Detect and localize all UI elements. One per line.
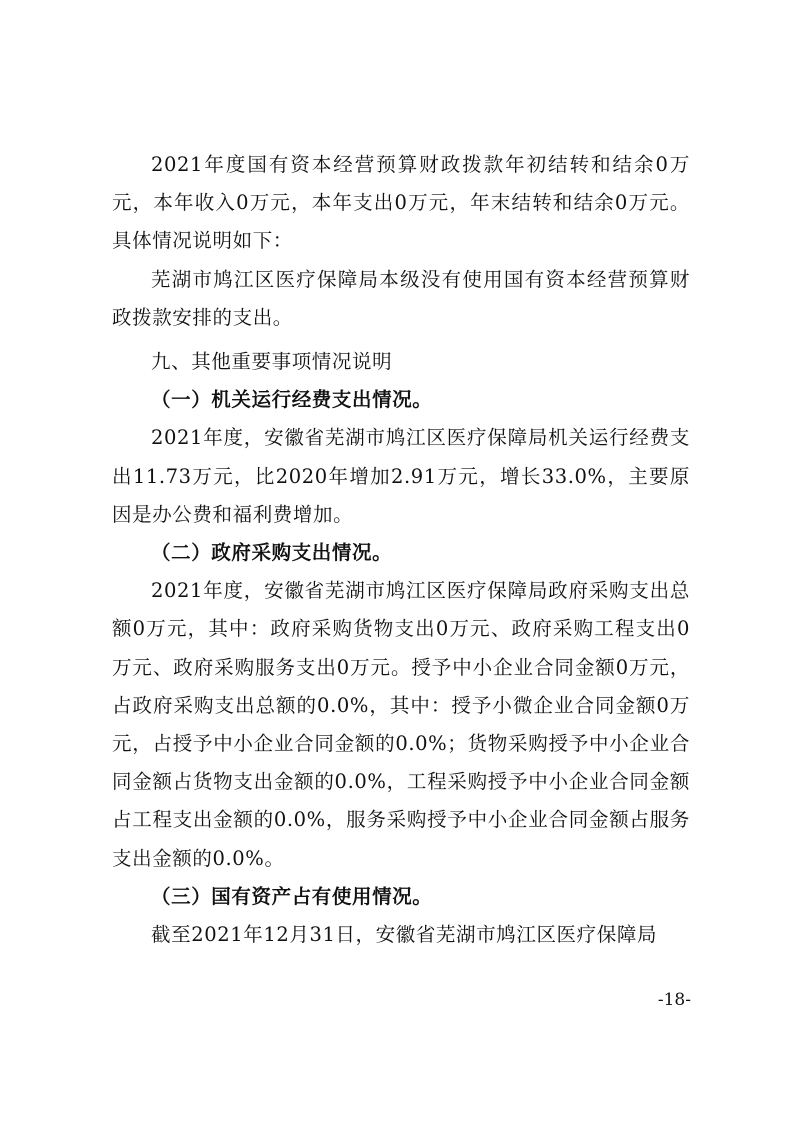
paragraph-state-assets: 截至2021年12月31日，安徽省芜湖市鸠江区医疗保障局 [151, 923, 658, 947]
subsection-heading-procurement: （二）政府采购支出情况。 [151, 541, 393, 565]
paragraph-state-capital-budget: 2021年度国有资本经营预算财政拨款年初结转和结余0万元，本年收入0万元，本年支出0万元，年末结转和结余0万元。具体情况说明如下： [112, 153, 690, 253]
subsection-heading-state-assets: （三）国有资产占有使用情况。 [151, 884, 433, 908]
paragraph-procurement: 2021年度，安徽省芜湖市鸠江区医疗保障局政府采购支出总额0万元，其中：政府采购货物支出0万元、政府采购工程支出0万元、政府采购服务支出0万元。授予中小企业合同金额0万元，占政府采购支出总额的0.0%，其中：授予小微企业合同金额0万元，占授予中小企业合同金额的0.0%；货物采购授予中小企业合同金额占货物支出金额的0.0%，工程采购授予中小企业合同金额占工程支出金额的0.0%，服务采购授予中小企业合同金额占服务支出金额的0.0%。 [112, 579, 690, 870]
document-body [112, 146, 690, 954]
paragraph-operating-expenses: 2021年度，安徽省芜湖市鸠江区医疗保障局机关运行经费支出11.73万元，比2020年增加2.91万元，增长33.0%，主要原因是办公费和福利费增加。 [112, 426, 690, 526]
page-number: -18- [657, 990, 691, 1010]
subsection-heading-operating-expenses: （一）机关运行经费支出情况。 [151, 388, 433, 412]
section-heading-other-matters: 九、其他重要事项情况说明 [151, 350, 393, 374]
paragraph-no-state-capital-expense: 芜湖市鸠江区医疗保障局本级没有使用国有资本经营预算财政拨款安排的支出。 [112, 267, 690, 329]
